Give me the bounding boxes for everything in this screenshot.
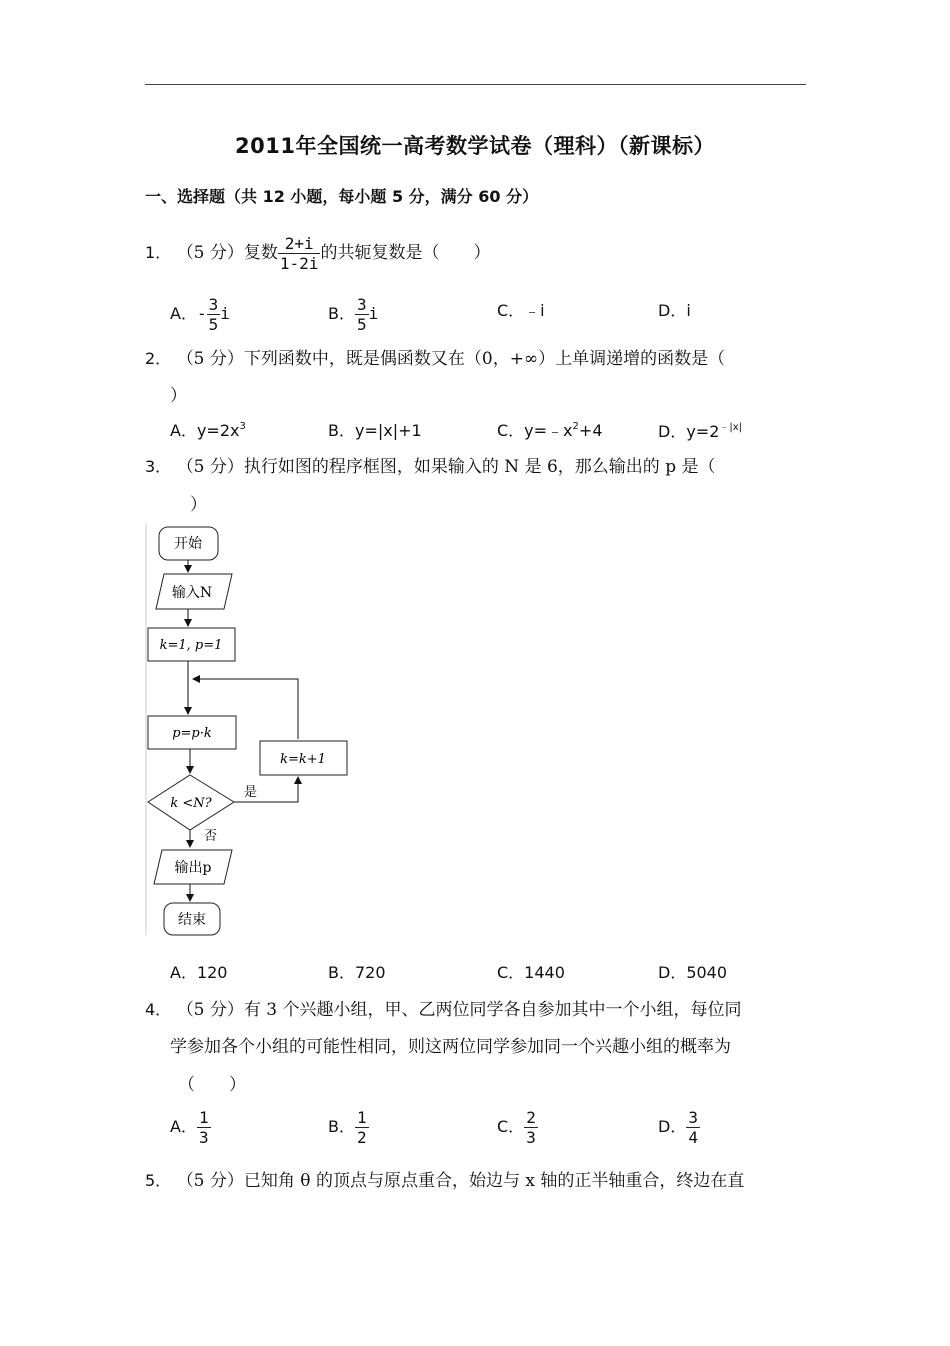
init-label: k=1, p=1 [159,638,223,653]
option-label: D． [658,1117,687,1136]
question-stem: （5 分）执行如图的程序框图，如果输入的 N 是 6，那么输出的 p 是（ [185,457,716,477]
fraction-numerator: 2+i [278,234,321,254]
question-1 [145,234,490,273]
question-stem: （5 分）复数 [185,243,278,263]
question-4-cont: （ ） [178,1075,246,1095]
fraction [278,234,321,273]
fraction-denominator: 3 [526,1128,536,1147]
option-c[interactable] [497,1108,538,1147]
imaginary-unit: i [368,304,379,323]
fraction-denominator: 5 [208,315,219,334]
output-label: 输出p [174,860,212,876]
option-a[interactable] [170,418,246,441]
flowchart [140,515,370,940]
option-text: C．y=﹣x [497,421,573,440]
end-label: 结束 [178,912,206,928]
exponent: 2 [572,421,579,432]
fraction-numerator: 3 [208,295,219,314]
start-label: 开始 [174,536,202,552]
exponent: 3 [239,421,246,432]
question-5 [145,1166,744,1191]
option-d[interactable]: D．5040 [658,963,728,982]
input-label: 输入N [171,585,213,601]
imaginary-unit: i [220,304,230,323]
option-label: B． [328,304,355,323]
option-b[interactable] [328,1108,369,1147]
option-b[interactable]: B．720 [328,963,386,982]
fraction [686,1108,700,1147]
question-number: 1． [145,243,172,262]
multiply-label: p=p·k [172,726,212,741]
fraction-numerator: 3 [688,1108,698,1127]
option-a[interactable] [170,1108,211,1147]
option-c[interactable] [497,418,603,441]
fraction [197,1108,211,1147]
condition-label: k <N? [170,796,212,811]
question-stem-tail: 的共轭复数是（ ） [320,243,491,263]
no-label: 否 [204,829,218,844]
question-2-cont: ） [170,386,187,406]
option-c[interactable]: C．﹣i [497,301,545,320]
option-a[interactable] [170,295,230,334]
option-d[interactable] [658,1108,700,1147]
question-4 [145,995,742,1020]
section-heading: 一、选择题（共 12 小题，每小题 5 分，满分 60 分） [145,187,539,206]
option-b[interactable]: B．y=|x|+1 [328,421,422,440]
option-label: A． [170,1117,197,1136]
question-stem: （5 分）已知角 θ 的顶点与原点重合，始边与 x 轴的正半轴重合，终边在直 [185,1171,745,1191]
fraction-numerator: 3 [356,295,367,314]
question-stem: （5 分）有 3 个兴趣小组，甲、乙两位同学各自参加其中一个小组，每位同 [185,1000,742,1020]
option-label: A． [170,304,197,323]
option-label: C． [497,1117,525,1136]
minus-sign: - [196,304,207,323]
exponent: ﹣|x| [719,422,743,433]
fraction-denominator: 1-2i [279,254,319,273]
question-3-cont: ） [190,495,207,515]
option-text: A．y=2x [170,421,240,440]
fraction-numerator: 1 [356,1108,367,1127]
question-4-cont: 学参加各个小组的可能性相同，则这两位同学参加同一个兴趣小组的概率为 [170,1037,731,1057]
fraction-denominator: 2 [356,1128,367,1147]
fraction-numerator: 2 [526,1108,536,1127]
fraction [355,295,369,334]
option-d[interactable] [658,418,742,442]
fraction-denominator: 3 [198,1128,209,1147]
question-3 [145,452,716,477]
option-b[interactable] [328,295,378,334]
question-stem: （5 分）下列函数中，既是偶函数又在（0，+∞）上单调递增的函数是（ [185,349,726,369]
yes-label: 是 [244,785,258,800]
option-a[interactable]: A．120 [170,963,228,982]
option-c[interactable]: C．1440 [497,963,565,982]
question-number: 5． [145,1171,172,1190]
option-label: B． [328,1117,355,1136]
option-d[interactable]: D．i [658,301,691,320]
header-rule [145,84,806,85]
question-number: 3． [145,457,172,476]
question-2 [145,344,725,369]
page-title: 2011年全国统一高考数学试卷（理科）（新课标） [235,134,715,158]
fraction [207,295,221,334]
fraction-numerator: 1 [198,1108,209,1127]
fraction-denominator: 4 [688,1128,698,1147]
fraction [355,1108,369,1147]
option-text-tail: +4 [578,421,603,440]
option-text: D．y=2 [658,422,720,441]
fraction [524,1108,538,1147]
question-number: 4． [145,1000,172,1019]
increment-label: k=k+1 [280,752,326,767]
fraction-denominator: 5 [356,315,367,334]
question-number: 2． [145,349,172,368]
